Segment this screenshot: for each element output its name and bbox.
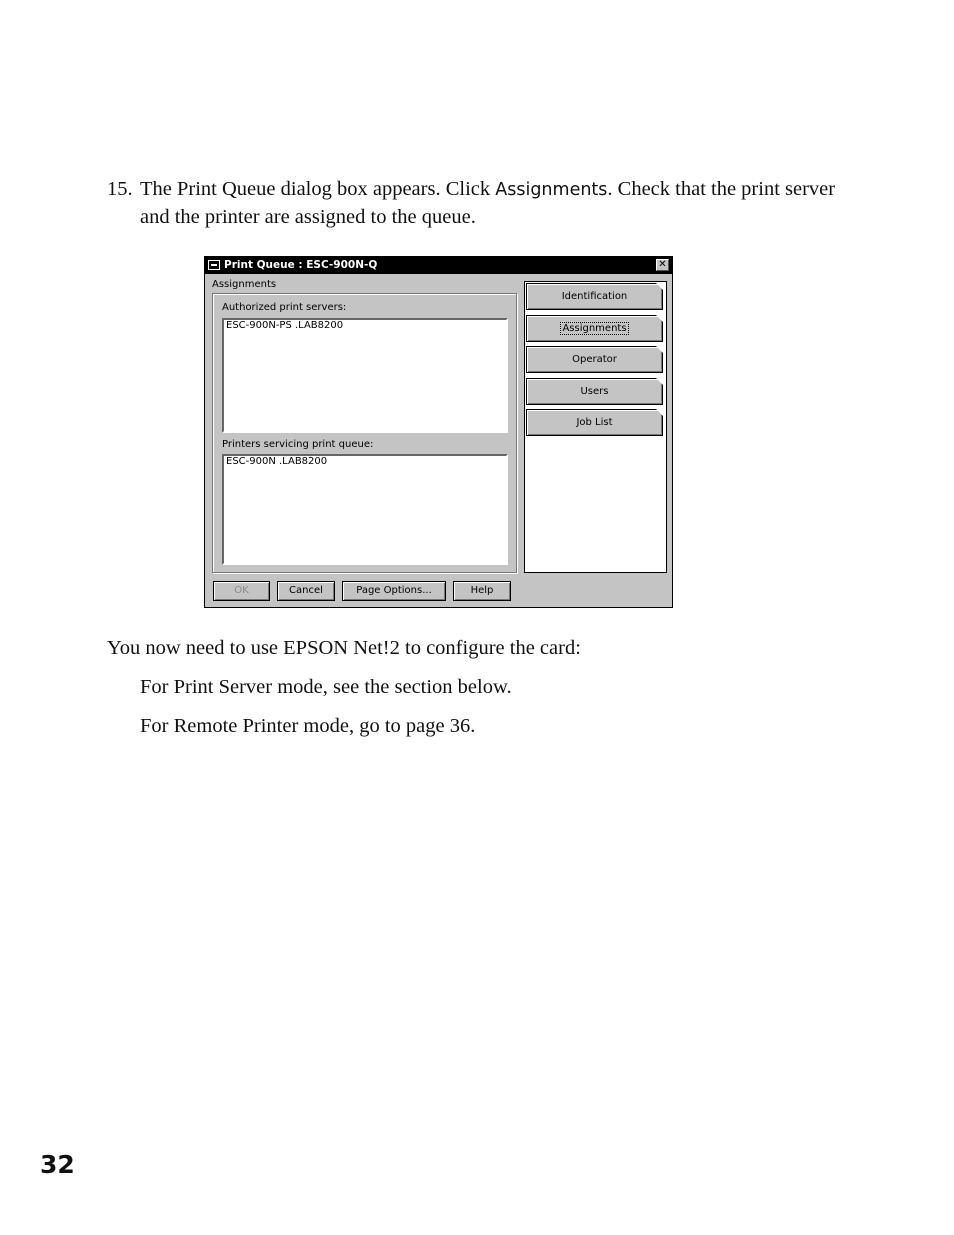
close-icon[interactable]: ✕ (656, 259, 669, 271)
page-number: 32 (40, 1150, 75, 1179)
dialog-title: Print Queue : ESC-900N-Q (224, 259, 378, 271)
printers-servicing-list[interactable] (222, 454, 508, 565)
tab-job-list[interactable]: Job List (526, 409, 663, 436)
ui-term-assignments: Assignments (495, 180, 608, 200)
authorized-servers-label: Authorized print servers: (222, 302, 347, 313)
section-title: Assignments (212, 279, 277, 290)
print-queue-dialog (204, 256, 673, 608)
tab-users[interactable]: Users (526, 378, 663, 405)
authorized-servers-list[interactable] (222, 318, 508, 433)
paragraph-configure: You now need to use EPSON Net!2 to configure the card: (107, 637, 581, 659)
tab-assignments[interactable]: Assignments (526, 315, 663, 342)
title-bar[interactable] (205, 257, 672, 274)
cancel-button[interactable]: Cancel (277, 581, 335, 601)
help-button[interactable]: Help (453, 581, 511, 601)
printer-icon[interactable] (208, 260, 220, 270)
step-number: 15. (107, 178, 133, 200)
tab-identification[interactable]: Identification (526, 283, 663, 310)
step-15 (107, 176, 847, 231)
page-options-button[interactable]: Page Options... (342, 581, 446, 601)
list-item[interactable]: ESC-900N-PS .LAB8200 (226, 320, 344, 331)
step-text: The Print Queue dialog box appears. Click Assignments. Check that the print server and the printer are assigned to the queue. (140, 178, 836, 228)
paragraph-print-server: For Print Server mode, see the section below. (140, 676, 512, 698)
paragraph-remote-printer: For Remote Printer mode, go to page 36. (140, 715, 476, 737)
list-item[interactable]: ESC-900N .LAB8200 (226, 456, 328, 467)
ok-button[interactable]: OK (213, 581, 270, 601)
tab-operator[interactable]: Operator (526, 346, 663, 373)
printers-servicing-label: Printers servicing print queue: (222, 439, 374, 450)
